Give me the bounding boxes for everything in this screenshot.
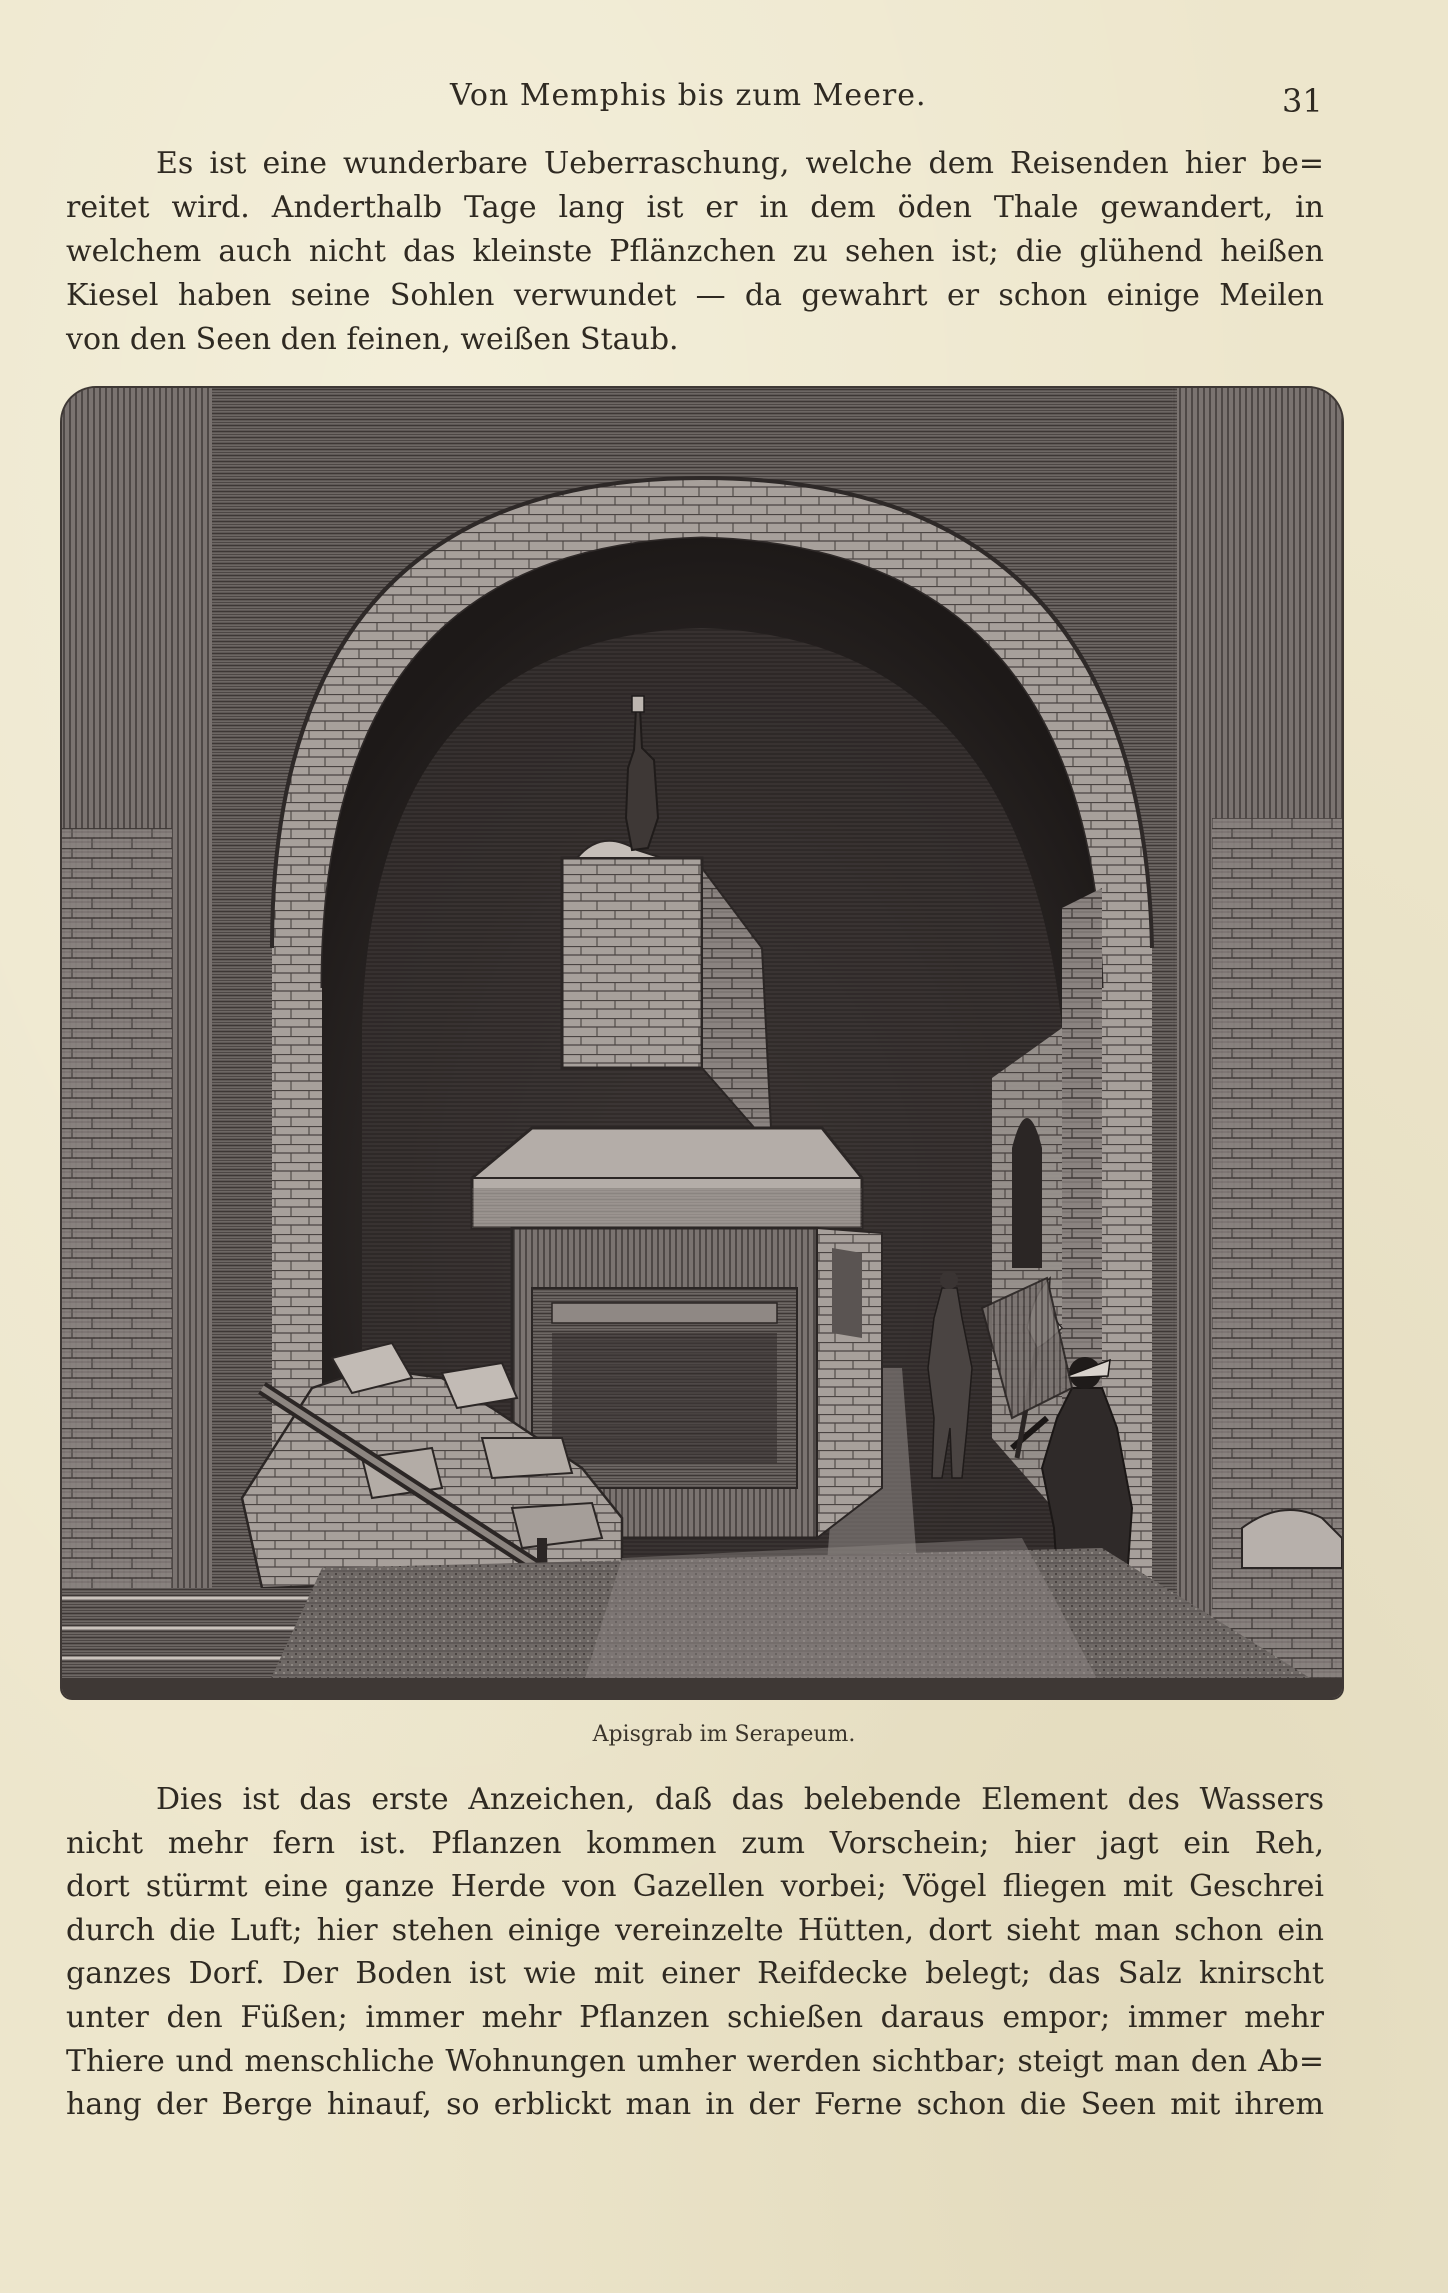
engraving-illustration <box>62 388 1342 1698</box>
text-line: Es ist eine wunderbare Ueberraschung, welche dem Reisenden hier be= <box>156 146 1324 181</box>
text-line: Dies ist das erste Anzeichen, daß das belebende Element des Wassers <box>156 1782 1324 1817</box>
text-line: unter den Füßen; immer mehr Pflanzen schießen daraus empor; immer mehr <box>66 1999 1324 2035</box>
figure-caption: Apisgrab im Serapeum. <box>592 1722 856 1747</box>
text-line: von den Seen den feinen, weißen Staub. <box>66 322 679 357</box>
text-line: reitet wird. Anderthalb Tage lang ist er in dem öden Thale gewandert, in <box>66 190 1324 225</box>
text-line: durch die Luft; hier stehen einige vereinzelte Hütten, dort sieht man schon ein <box>66 1912 1324 1948</box>
paragraph-2 <box>66 1778 1324 2127</box>
paragraph-1 <box>66 142 1324 362</box>
running-title: Von Memphis bis zum Meere. <box>450 78 927 113</box>
text-line: hang der Berge hinauf, so erblickt man in der Ferne schon die Seen mit ihrem <box>66 2087 1324 2123</box>
text-line: Kiesel haben seine Sohlen verwundet — da gewahrt er schon einige Meilen <box>66 278 1324 313</box>
text-line: Thiere und menschliche Wohnungen umher werden sichtbar; steigt man den Ab= <box>66 2043 1324 2079</box>
text-line: ganzes Dorf. Der Boden ist wie mit einer Reifdecke belegt; das Salz knirscht <box>66 1956 1324 1992</box>
text-line: welchem auch nicht das kleinste Pflänzchen zu sehen ist; die glühend heißen <box>66 234 1324 269</box>
text-line: nicht mehr fern ist. Pflanzen kommen zum Vorschein; hier jagt ein Reh, <box>66 1825 1324 1861</box>
text-line: dort stürmt eine ganze Herde von Gazellen vorbei; Vögel fliegen mit Geschrei <box>66 1869 1324 1905</box>
running-head <box>0 70 1448 120</box>
page-number: 31 <box>1282 82 1323 120</box>
